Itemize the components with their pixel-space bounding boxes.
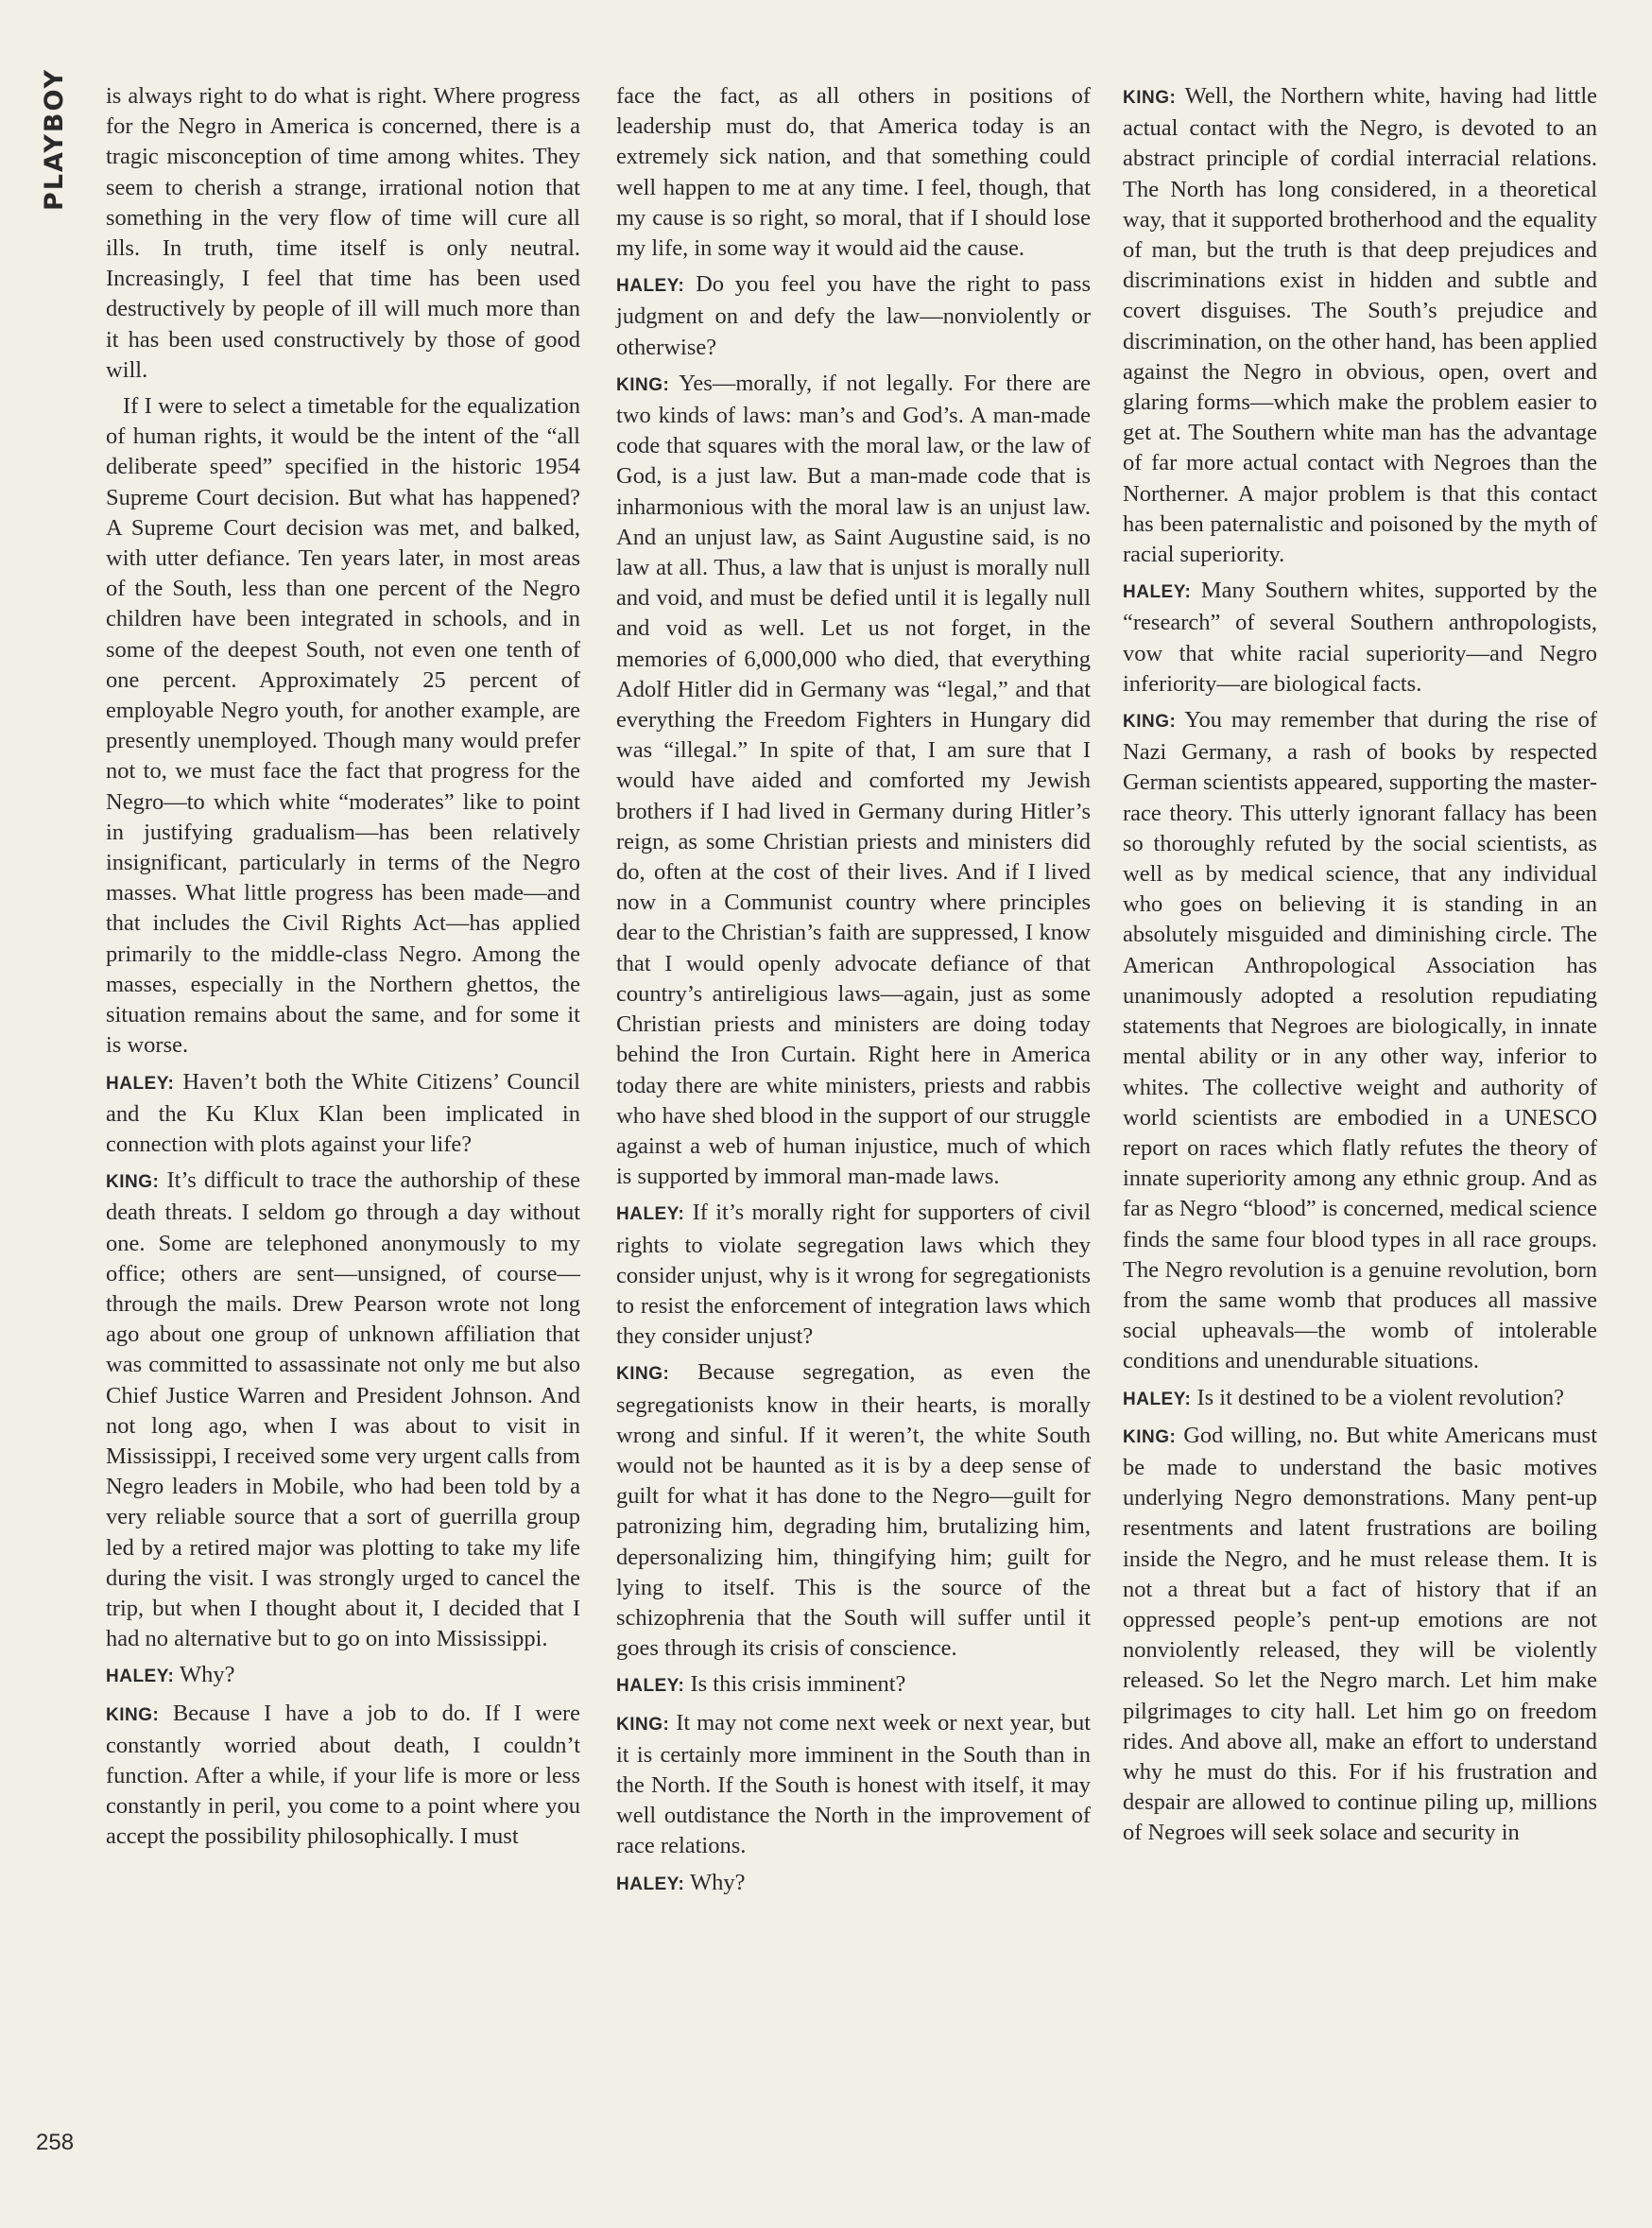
text-column-2 — [616, 81, 1091, 1906]
article-paragraph — [1123, 576, 1597, 699]
magazine-masthead: PLAYBOY — [40, 68, 69, 211]
article-paragraph — [1123, 1383, 1597, 1415]
article-paragraph — [106, 1067, 580, 1161]
paragraph-text: Why? — [690, 1869, 746, 1895]
paragraph-text: Because I have a job to do. If I were constantly worried about death, I couldn’t function. After a while, if your life is more or less constantly in peril, you come to a point where you accept the possibility philosophically. I must — [106, 1700, 580, 1850]
paragraph-text: Is this crisis imminent? — [690, 1671, 906, 1698]
paragraph-text: Why? — [180, 1662, 235, 1688]
speaker-label: HALEY: — [616, 276, 685, 297]
speaker-label: KING: — [616, 374, 670, 395]
article-paragraph — [1123, 1421, 1597, 1849]
article-paragraph — [616, 1198, 1091, 1352]
speaker-label: KING: — [1123, 1426, 1177, 1447]
article-paragraph — [106, 1699, 580, 1853]
paragraph-text: face the fact, as all others in positions of leadership must do, that America today is an extremely sick nation, and that something could well happen to me at any time. I feel, though, that my cause is so right, so moral, that if I should lose my life, in some way it would aid the cause. — [616, 83, 1091, 262]
speaker-label: HALEY: — [616, 1204, 685, 1225]
article-paragraph — [106, 81, 580, 386]
article-paragraph — [616, 1669, 1091, 1701]
paragraph-text: is always right to do what is right. Where progress for the Negro in America is concerned, there is a tragic misconception of time among whites. They seem to cherish a strange, irrational notion that something in the very flow of time will cure all ills. In truth, time itself is only neutral. Increasingly, I feel that time has been used destructively by people of ill will much more than it has been used constructively by those of good will. — [106, 83, 580, 383]
article-paragraph — [616, 1868, 1091, 1900]
article-paragraph — [616, 1708, 1091, 1862]
paragraph-text: Do you feel you have the right to pass judgment on and defy the law—nonviolently or otherwise? — [616, 271, 1092, 360]
paragraph-text: Yes—morally, if not legally. For there are two kinds of laws: man’s and God’s. A man-made code that squares with the moral law, or the law of God, is a just law. But a man-made code that is inharmonious with the moral law is an unjust law. And an unjust law, as Saint Augustine said, is no law at all. Thus, a law that is unjust is morally null and void, and must be defied until it is legally null and void as well. Let us not forget, in the memories of 6,000,000 who died, that everything Adolf Hitler did in Germany was “legal,” and that everything the Freedom Fighters in Hungary did was “illegal.” In spite of that, I am sure that I would have aided and comforted my Jewish brothers if I had lived in Germany during Hitler’s reign, as some Christian priests and ministers did do, often at the cost of their lives. And if I lived now in a Communist country where principles dear to the Christian’s faith are suppressed, I know that I would openly advocate defiance of that country’s antireligious laws—again, just as some Christian priests and ministers are doing today behind the Iron Curtain. Right here in America today there are white ministers, priests and rabbis who have shed blood in the support of our struggle against a web of human injustice, much of which is supported by immoral man-made laws. — [616, 370, 1091, 1190]
article-paragraph — [1123, 81, 1597, 570]
article-paragraph — [616, 269, 1091, 363]
page-number: 258 — [36, 2130, 75, 2155]
paragraph-text: Haven’t both the White Citizens’ Council and the Ku Klux Klan been implicated in connection with plots against your life? — [106, 1068, 580, 1157]
speaker-label: KING: — [616, 1714, 670, 1735]
article-paragraph — [1123, 705, 1597, 1376]
paragraph-text: Many Southern whites, supported by the “research” of several Southern anthropologists, vow that white racial superiority—and Negro inferiority—are biological facts. — [1123, 578, 1597, 697]
paragraph-text: Is it destined to be a violent revolution? — [1196, 1384, 1564, 1410]
text-column-3 — [1123, 81, 1597, 1855]
article-paragraph — [616, 1357, 1091, 1664]
speaker-label: HALEY: — [106, 1073, 175, 1094]
paragraph-text: Well, the Northern white, having had little actual contact with the Negro, is devoted to an abstract principle of cordial interracial relations. The North has long considered, in a theoretical way, that it supported brotherhood and the equality of man, but the truth is that deep prejudices and discriminations exist in hidden and subtle and covert disguises. The South’s prejudice and discrimination, on the other hand, has been applied against the Negro in obvious, open, overt and glaring forms—which make the problem easier to get at. The Southern white man has the advantage of far more actual contact with Negroes than the Northerner. A major problem is that this contact has been paternalistic and poisoned by the myth of racial superiority. — [1123, 83, 1598, 568]
speaker-label: KING: — [106, 1172, 160, 1193]
paragraph-text: It’s difficult to trace the authorship of these death threats. I seldom go through a day without one. Some are telephoned anonymously to my office; others are sent—unsigned, of course—through the mails. Drew Pearson wrote not long ago about one group of unknown affiliation that was committed to assassinate not only me but also Chief Justice Warren and President Johnson. And not long ago, when I was about to visit in Mississippi, I received some very urgent calls from Negro leaders in Mobile, who had been told by a very reliable source that a sort of guerrilla group led by a retired major was plotting to take my life during the visit. I was strongly urged to cancel the trip, but when I thought about it, I decided that I had no alternative but to go on into Mississippi. — [106, 1167, 580, 1652]
paragraph-text: If I were to select a timetable for the equalization of human rights, it would be the intent of the “all deliberate speed” specified in the historic 1954 Supreme Court decision. But what has happened? A Supreme Court decision was met, and balked, with utter defiance. Ten years later, in most areas of the South, less than one percent of the Negro children have been integrated in schools, and in some of the deepest South, not even one tenth of one percent. Approximately 25 percent of employable Negro youth, for another example, are presently unemployed. Though many would prefer not to, we must face the fact that progress for the Negro—to which white “moderates” like to point in justifying gradualism—has been relatively insignificant, particularly in terms of the Negro masses. What little progress has been made—and that includes the Civil Rights Act—has applied primarily to the middle-class Negro. Among the masses, especially in the Northern ghettos, the situation remains about the same, and for some it is worse. — [106, 393, 580, 1059]
speaker-label: HALEY: — [1123, 1389, 1192, 1409]
paragraph-text: You may remember that during the rise of Nazi Germany, a rash of books by respected German scientists appeared, supporting the master-race theory. This utterly ignorant fallacy has been so thoroughly refuted by the social scientists, as well as by medical science, that any individual who goes on believing it is standing in an absolutely misguided and diminishing circle. The American Anthropological Association has unanimously adopted a resolution repudiating statements that Negroes are biologically, in innate mental ability or in any other way, inferior to whites. The collective weight and authority of world scientists are embodied in a UNESCO report on races which flatly refutes the theory of innate superiority among any ethnic group. And as far as Negro “blood” is concerned, medical science finds the same four blood types in all race groups. The Negro revolution is a genuine revolution, born from the same womb that produces all massive social upheavals—the womb of intolerable conditions and unendurable situations. — [1123, 707, 1598, 1374]
speaker-label: HALEY: — [616, 1874, 685, 1894]
speaker-label: KING: — [106, 1704, 160, 1725]
speaker-label: HALEY: — [106, 1667, 175, 1687]
article-paragraph — [106, 391, 580, 1061]
paragraph-text: It may not come next week or next year, but it is certainly more imminent in the South than in the North. If the South is honest with itself, it may well outdistance the North in the improvement of race relations. — [616, 1709, 1092, 1859]
paragraph-text: God willing, no. But white Americans must be made to understand the basic motives underlying Negro demonstrations. Many pent-up resentments and latent frustrations are boiling inside the Negro, and he must release them. It is not a threat but a fact of history that if an oppressed people’s pent-up emotions are not nonviolently released, they will be violently released. So let the Negro march. Let him make pilgrimages to city hall. Let him go on freedom rides. And above all, make an effort to understand why he must do this. For if his frustration and despair are allowed to continue piling up, millions of Negroes will seek solace and security in — [1123, 1422, 1597, 1846]
speaker-label: KING: — [616, 1364, 670, 1385]
speaker-label: KING: — [1123, 712, 1177, 733]
paragraph-text: If it’s morally right for supporters of civil rights to violate segregation laws which they consider unjust, why is it wrong for segregationists to resist the enforcement of integration laws which they consider unjust? — [616, 1200, 1091, 1350]
speaker-label: KING: — [1123, 88, 1177, 108]
text-column-1 — [106, 81, 580, 1858]
article-paragraph — [616, 81, 1091, 264]
article-paragraph — [106, 1660, 580, 1692]
article-paragraph — [616, 369, 1091, 1192]
paragraph-text: Because segregation, as even the segregationists know in their hearts, is morally wrong and sinful. If it weren’t, the white South would not be haunted as it is by a deep sense of guilt for what it has done to the Negro—guilt for patronizing him, degrading him, brutalizing him, depersonalizing him, thingifying him; guilt for lying to itself. This is the source of the schizophrenia that the South will suffer until it goes through its crisis of conscience. — [616, 1359, 1091, 1662]
speaker-label: HALEY: — [616, 1676, 685, 1697]
speaker-label: HALEY: — [1123, 582, 1192, 603]
article-paragraph — [106, 1166, 580, 1654]
